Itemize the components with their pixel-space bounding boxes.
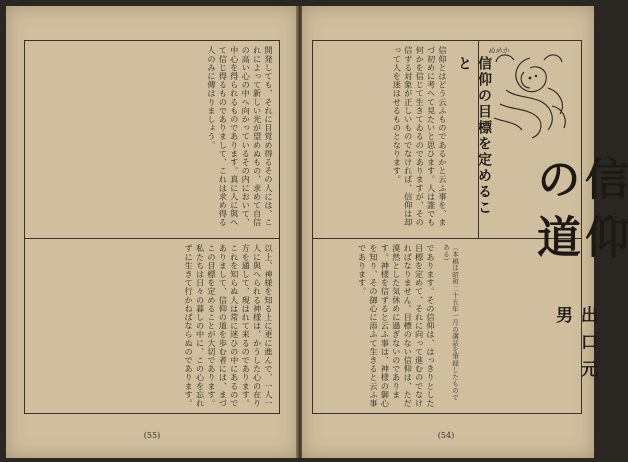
left-page-number: (55)	[143, 431, 161, 440]
article-title: 信仰の道	[529, 156, 628, 272]
right-page-number: (54)	[437, 431, 455, 440]
decorative-figure-illustration	[486, 48, 574, 144]
section-title: 信仰の目標を定めること	[456, 56, 492, 216]
left-page	[6, 6, 298, 458]
left-page-bottom-text: 以上、神様を知る上に更に進んで、一人一人に與へられる神様は、かうした心の在り方を通して、現はれて来るのであります。これを知らぬ人は常に迷ひの中にあるのでありまして、信仰の道を歩む者には、まづこの目標を定めることが大切であります。私たちは日々の暮しの中に、この心を忘れずに生きて行かねばならぬのであります。	[184, 244, 274, 408]
illustration-caption: ぬめか	[488, 47, 509, 55]
right-page-upper-text: 信仰とはどう云ふものであるかと云ふ事を、まづ初めに考へて見たいと思ひます。人は誰でも何かを信じて生きてゐるのでありますが、その信ずる対象が正しいものでなければ、信仰は却って人を迷はせるものとなります。	[392, 46, 448, 227]
right-page-lower-text: であります。その信仰は、はっきりとした目標を定めて、それに向って進むのでなければなりません。目標のない信仰は、ただ漠然とした気休めに過ぎないのであります。神様を信ずると云ふ事は、神様の御心を知り、その御心に添ふて生きると云ふ事であります。	[357, 244, 436, 408]
right-page	[302, 6, 628, 458]
article-author: 出口元男	[552, 306, 597, 387]
article-note: （本稿は昭和二十五年一月の講話を筆録したものである）	[442, 244, 459, 401]
left-page-divider	[24, 238, 280, 239]
left-page-top-text: 開発しても、それに目覚め得るその人には、これによって新しい光が望めぬもの、求めて自信の高い心の中へ向かっているその内において、中心を得られるものであります。真に人に與へて信じ得るものでありまして、これは求め得る人のみに傳はりましょう。	[206, 46, 274, 227]
